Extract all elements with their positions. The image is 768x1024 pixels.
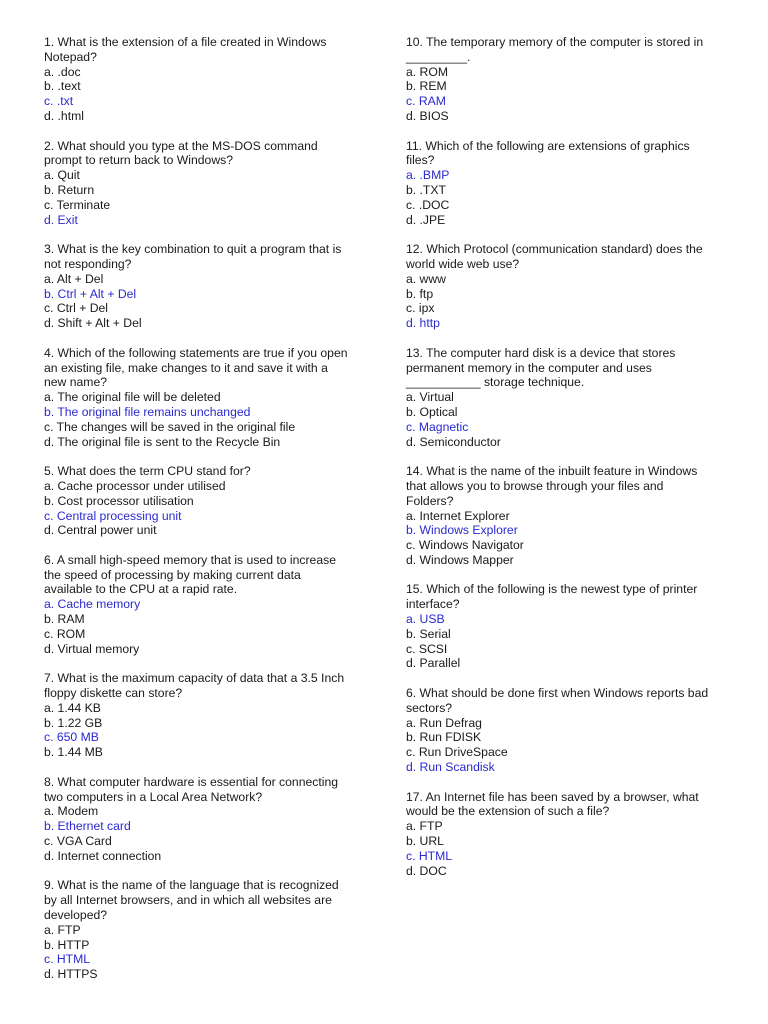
answer-option-correct: c. HTML	[406, 848, 453, 863]
question-block	[406, 346, 716, 450]
answer-option-correct: a. USB	[406, 612, 445, 627]
question-block	[44, 775, 366, 864]
question-text: 14. What is the name of the inbuilt feature in Windows that allows you to browse through your files and Folders?	[406, 464, 698, 508]
answer-option: b. ftp	[406, 286, 434, 301]
answer-option-correct: b. The original file remains unchanged	[44, 404, 251, 419]
answer-option-correct: c. Central processing unit	[44, 508, 182, 523]
answer-option: b. Return	[44, 182, 95, 197]
question-block	[406, 582, 716, 671]
question-text: 9. What is the name of the language that is recognized by all Internet browsers, and in which all websites are developed?	[44, 878, 339, 923]
question-block	[44, 139, 366, 228]
answer-option: a. FTP	[406, 819, 443, 834]
answer-option: b. 1.22 GB	[44, 715, 103, 730]
answer-option: b. Serial	[406, 626, 451, 641]
question-block	[44, 346, 366, 450]
question-text: 4. Which of the following statements are true if you open an existing file, make changes to it and save it with a new name?	[44, 345, 348, 390]
question-text: 2. What should you type at the MS-DOS command prompt to return back to Windows?	[44, 138, 318, 168]
answer-option: a. www	[406, 271, 446, 286]
answer-option: b. RAM	[44, 612, 85, 627]
question-text: 5. What does the term CPU stand for?	[44, 464, 251, 479]
question-block	[406, 464, 716, 568]
answer-option: c. .DOC	[406, 197, 450, 212]
question-block	[406, 790, 716, 879]
answer-option: a. The original file will be deleted	[44, 390, 221, 405]
answer-option: b. 1.44 MB	[44, 745, 103, 760]
question-block	[44, 553, 366, 657]
answer-option-correct: c. 650 MB	[44, 730, 99, 745]
answer-option: a. ROM	[406, 64, 448, 79]
answer-option: d. Windows Mapper	[406, 552, 514, 567]
answer-option: d. .html	[44, 108, 84, 123]
answer-option: b. HTTP	[44, 937, 90, 952]
answer-option: c. Ctrl + Del	[44, 301, 108, 316]
question-block	[44, 35, 366, 124]
answer-option-correct: c. HTML	[44, 952, 91, 967]
question-text: 17. An Internet file has been saved by a browser, what would be the extension of such a file?	[406, 789, 699, 819]
question-block	[44, 878, 366, 982]
answer-option: b. Run FDISK	[406, 730, 482, 745]
question-text: 6. What should be done first when Windows reports bad sectors?	[406, 686, 709, 715]
answer-option: d. BIOS	[406, 108, 449, 123]
question-text: 10. The temporary memory of the computer is stored in _________.	[406, 35, 704, 64]
answer-option: d. Shift + Alt + Del	[44, 316, 142, 331]
answer-option: c. VGA Card	[44, 834, 112, 849]
answer-option: a. Quit	[44, 168, 80, 183]
question-block	[44, 464, 366, 538]
answer-option: d. Parallel	[406, 656, 461, 671]
right-question-column	[406, 35, 716, 893]
answer-option: a. Run Defrag	[406, 715, 482, 730]
question-text: 8. What computer hardware is essential for connecting two computers in a Local Area Network?	[44, 774, 338, 804]
question-text: 13. The computer hard disk is a device that stores permanent memory in the computer and uses ___________ storage technique.	[406, 345, 676, 390]
answer-option-correct: a. Cache memory	[44, 597, 141, 612]
answer-option: a. Cache processor under utilised	[44, 478, 226, 493]
answer-option-correct: d. Exit	[44, 212, 78, 227]
answer-option-correct: b. Ethernet card	[44, 819, 131, 834]
answer-option: a. Modem	[44, 804, 99, 819]
question-block	[406, 35, 716, 124]
answer-option: c. The changes will be saved in the original file	[44, 419, 296, 434]
answer-option-correct: d. Run Scandisk	[406, 760, 495, 775]
answer-option: b. URL	[406, 834, 444, 849]
question-text: 1. What is the extension of a file created in Windows Notepad?	[44, 35, 327, 64]
left-question-column	[44, 35, 366, 997]
question-text: 11. Which of the following are extensions of graphics files?	[406, 138, 690, 168]
question-block	[44, 242, 366, 331]
answer-option: c. SCSI	[406, 641, 448, 656]
answer-option-correct: b. Windows Explorer	[406, 523, 518, 538]
answer-option: c. Run DriveSpace	[406, 745, 508, 760]
question-block	[44, 671, 366, 760]
question-text: 15. Which of the following is the newest type of printer interface?	[406, 582, 698, 612]
answer-option: b. Cost processor utilisation	[44, 493, 194, 508]
answer-option: d. Central power unit	[44, 523, 157, 538]
answer-option: c. ROM	[44, 626, 86, 641]
question-block	[406, 686, 716, 775]
question-text: 12. Which Protocol (communication standard) does the world wide web use?	[406, 242, 703, 271]
question-block	[406, 242, 716, 331]
answer-option: d. DOC	[406, 863, 447, 878]
answer-option: d. The original file is sent to the Recycle Bin	[44, 434, 281, 449]
question-text: 7. What is the maximum capacity of data that a 3.5 Inch floppy diskette can store?	[44, 671, 345, 701]
answer-option-correct: c. RAM	[406, 94, 446, 109]
answer-option: d. .JPE	[406, 212, 446, 227]
answer-option: a. FTP	[44, 922, 81, 937]
answer-option-correct: a. .BMP	[406, 168, 450, 183]
answer-option: b. .TXT	[406, 182, 446, 197]
answer-option: c. ipx	[406, 301, 435, 316]
answer-option-correct: d. http	[406, 316, 440, 331]
answer-option: d. Virtual memory	[44, 641, 140, 656]
answer-option-correct: c. Magnetic	[406, 419, 469, 434]
answer-option: b. Optical	[406, 404, 458, 419]
answer-option: c. Terminate	[44, 197, 111, 212]
question-text: 3. What is the key combination to quit a program that is not responding?	[44, 242, 342, 271]
answer-option: a. Internet Explorer	[406, 508, 510, 523]
question-block	[406, 139, 716, 228]
answer-option: c. Windows Navigator	[406, 538, 524, 553]
answer-option: a. Virtual	[406, 390, 454, 405]
answer-option: a. Alt + Del	[44, 271, 104, 286]
answer-option: d. Internet connection	[44, 848, 162, 863]
answer-option: a. .doc	[44, 64, 81, 79]
question-text: 6. A small high-speed memory that is used to increase the speed of processing by making current data available to the CPU at a rapid rate.	[44, 552, 336, 597]
answer-option-correct: b. Ctrl + Alt + Del	[44, 286, 137, 301]
answer-option: b. .text	[44, 79, 81, 94]
answer-option: b. REM	[406, 79, 447, 94]
answer-option: d. Semiconductor	[406, 434, 501, 449]
answer-option: d. HTTPS	[44, 967, 98, 982]
answer-option-correct: c. .txt	[44, 94, 74, 109]
answer-option: a. 1.44 KB	[44, 700, 101, 715]
